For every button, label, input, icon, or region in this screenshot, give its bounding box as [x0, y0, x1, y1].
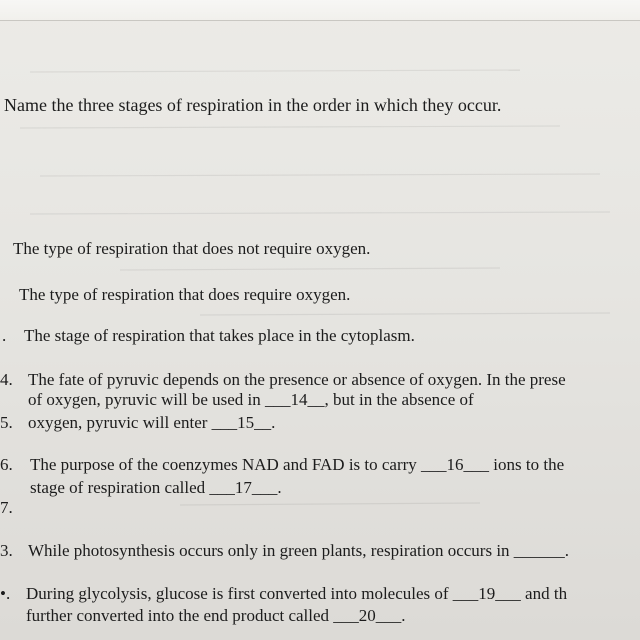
item-photosynthesis: While photosynthesis occurs only in green plants, respiration occurs in ______. [28, 541, 570, 560]
item-number: 5. [0, 413, 13, 432]
item-cytoplasm-stage: The stage of respiration that takes place in the cytoplasm. [24, 326, 415, 345]
item-anaerobic: The type of respiration that does not require oxygen. [13, 239, 371, 258]
item-pyruvic-line2: of oxygen, pyruvic will be used in ___14__, but in the absence of [28, 390, 474, 409]
item-aerobic: The type of respiration that does require oxygen. [19, 285, 351, 304]
item-pyruvic-line1: The fate of pyruvic depends on the presence or absence of oxygen. In the prese [28, 370, 566, 389]
item-number: •. [0, 584, 11, 603]
item-pyruvic-line3: oxygen, pyruvic will enter ___15__. [28, 413, 276, 432]
item-number: 4. [0, 370, 13, 389]
item-number: 6. [0, 455, 13, 474]
item-number: . [2, 326, 7, 345]
item-coenzymes-line1: The purpose of the coenzymes NAD and FAD is to carry ___16___ ions to the [30, 455, 565, 474]
item-number: 3. [0, 541, 13, 560]
item-coenzymes-line2: stage of respiration called ___17___. [30, 478, 282, 497]
item-glycolysis-line2: further converted into the end product called ___20___. [26, 606, 406, 625]
heading-question: Name the three stages of respiration in the order in which they occur. [4, 95, 502, 115]
item-glycolysis-line1: During glycolysis, glucose is first converted into molecules of ___19___ and th [26, 584, 568, 603]
item-number: 7. [0, 498, 13, 517]
